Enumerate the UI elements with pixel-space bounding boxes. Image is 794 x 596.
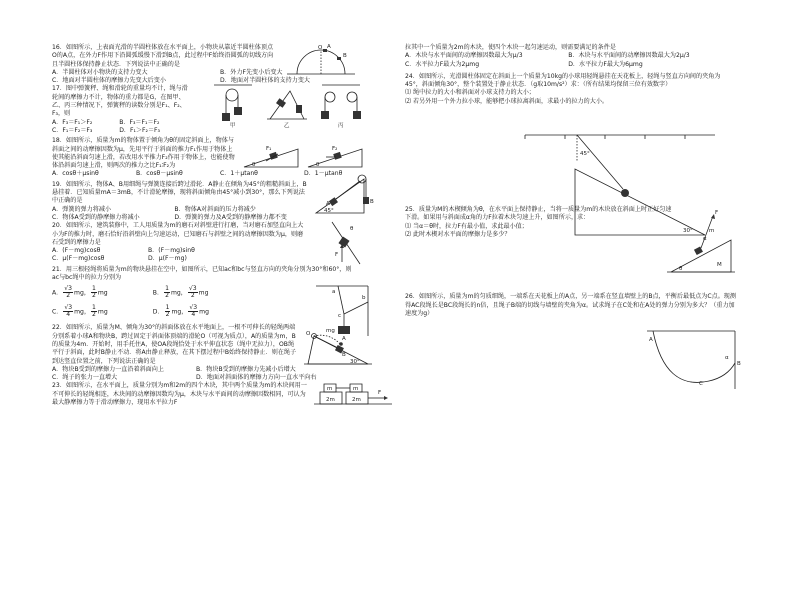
q24-sub-2: ⑵ 若另外用一个外力拉小球，能够把小球拉离斜面，求最小的拉力的大小。 xyxy=(405,97,609,105)
q21-option-a-label: A． xyxy=(52,289,63,297)
q21-d-unit-2: mg xyxy=(199,308,209,316)
q16-option-b: B．外力F先变小后变大 xyxy=(220,68,283,76)
q16-label-o: O xyxy=(318,45,323,51)
q16-label-b: B xyxy=(343,53,347,59)
q21-label-mg: mg xyxy=(326,327,335,334)
q24-sub-1: ⑴ 绳中拉力的大小和斜面对小球支持力的大小； xyxy=(405,89,535,97)
q22-label-angle: 30° xyxy=(350,359,360,366)
q18-incline-figure xyxy=(242,141,367,169)
q25-sub-1: ⑴ 当α＝θ时，拉力F有最小值，求此最小值； xyxy=(405,222,528,230)
q23-option-a: A．木块与水平面间的动摩擦因数最大为μ/3 xyxy=(405,52,523,60)
q21-c-sep: ， xyxy=(83,308,91,316)
q21-a-frac-2-den: 2 xyxy=(91,292,96,300)
question-19 xyxy=(52,181,402,222)
q23-label-m3: 2m xyxy=(326,397,335,404)
q21-b-sep: ， xyxy=(180,289,187,297)
q20-text: 20．如图所示，建筑装修中，工人用质量为m的磨石对斜壁进行打磨，当对磨石加竖直向上大小为F的推力时，磨石恰好沿斜壁向上匀速运动，已知磨石与斜壁之间的动摩擦因数为μ，则磨石受到的摩擦力是 xyxy=(52,222,304,246)
q17-label-jia: 甲 xyxy=(230,123,236,130)
q21-c-frac-2 xyxy=(91,305,97,318)
q21-b-unit-1: mg xyxy=(170,289,181,297)
q23-option-b: B．木块与水平面间的动摩擦因数最大为2μ/3 xyxy=(568,52,690,60)
q18-label-f1: F₁ xyxy=(266,146,272,153)
q19-label-angle: 45° xyxy=(324,207,334,214)
q21-a-frac-1-den: 2 xyxy=(66,292,71,300)
q21-b-frac-1 xyxy=(164,286,170,299)
q21-label-b: b xyxy=(362,294,366,301)
q21-d-frac-1-num: 1 xyxy=(165,304,170,312)
q23-blocks-figure xyxy=(314,380,394,406)
q19-label-b: B xyxy=(370,198,374,205)
q24-text: 24．如图所示，光滑圆柱体固定在斜面上一个质量为10kg的小球用轻绳悬挂在天花板上，轻绳与竖直方向间的夹角为45°，斜面倾角30°，整个装置处于静止状态．（g取10m/s²）求：（所有结果均保留三位有效数字） xyxy=(405,72,721,89)
q21-option-d-label: D． xyxy=(152,308,164,316)
q21-d-frac-1 xyxy=(165,305,171,318)
q23-label-m4: 2m xyxy=(352,397,361,404)
q21-b-unit-2: mg xyxy=(198,289,209,297)
q21-d-frac-2-den: 4 xyxy=(191,311,196,319)
q23-label-f: F xyxy=(378,390,382,397)
q18-text: 18．如图所示，质量为m的物体置于倾角为θ的固定斜面上，物体与斜面之间的动摩擦因数为μ，先用平行于斜面的推力F₁作用于物体上使其能沿斜面匀速上滑，若改用水平推力F₂作用于物体上，也能使物体沿斜面匀速上滑，则两次的推力之比F₁∶F₂为 xyxy=(52,137,235,170)
q17-label-bing: 丙 xyxy=(338,123,344,130)
q18-option-a: A．cosθ＋μsinθ xyxy=(52,170,99,178)
q26-label-b: B xyxy=(737,361,741,368)
q21-c-frac-1-num: √3 xyxy=(64,304,73,312)
q17-option-b: B．F₃＝F₁＝F₂ xyxy=(119,118,160,126)
q17-label-yi: 乙 xyxy=(284,123,290,130)
question-23 xyxy=(52,382,402,407)
q21-option-a xyxy=(52,286,153,299)
left-column xyxy=(52,44,402,407)
q21-c-frac-2-num: 1 xyxy=(92,304,96,312)
q16-label-a: A xyxy=(327,44,331,50)
q21-options xyxy=(52,286,262,318)
q22-option-b: B．物块B受到的摩擦力先减小后增大 xyxy=(196,365,296,373)
q22-option-d: D．地面对斜面体的摩擦力方向一直水平向右 xyxy=(196,374,317,382)
q18-option-b: B．cosθ－μsinθ xyxy=(136,170,183,178)
q20-slanted-wall-figure xyxy=(322,220,366,266)
q21-option-c-label: C． xyxy=(52,308,63,316)
q25-text: 25．质量为M的木楔倾角为θ，在水平面上保持静止，当将一质量为m的木块放在斜面上时正好匀速下滑。如果用与斜面成α角的力F拉着木块匀速上升，如图所示，求： xyxy=(405,206,672,222)
q26-label-c: C xyxy=(699,381,703,388)
q21-b-frac-1-den: 2 xyxy=(165,292,169,300)
q21-c-frac-1-den: 4 xyxy=(66,311,71,319)
question-16 xyxy=(52,44,402,85)
q16-text: 16．如图所示，上表面光滑的半圆柱体放在水平面上，小物块从靠近半圆柱体顶点O的A点，在外力F作用下沿圆弧缓慢下滑到B点，此过程中F始终沿圆弧的切线方向且半圆柱体保持静止状态．下列说法中正确的是 xyxy=(52,44,274,68)
q22-label-o: O xyxy=(306,331,311,338)
q21-d-frac-1-den: 2 xyxy=(165,311,170,319)
q22-text: 22．如图所示，质量为M、倾角为30°的斜面体放在水平地面上，一根不可伸长的轻绳两端分别系着小球A和物块B，跨过固定于斜面体顶端的滑轮O（可视为质点），A的质量为m，B的质量为4m．开始时，用手托住A，使OA段绳恰处于水平伸直状态（绳中无拉力），OB绳平行于斜面，此时B静止不动．将A由静止释放，在其下摆过程中B始终保持静止．则在绳子到达竖直位置之前，下列说法正确的是 xyxy=(52,324,297,365)
q22-option-a: A．物块B受到的摩擦力一直沿着斜面向上 xyxy=(52,365,164,373)
q17-option-d: D．F₁＞F₂＝F₃ xyxy=(119,126,161,134)
q18-option-c: C．1＋μtanθ xyxy=(220,170,258,178)
question-20 xyxy=(52,222,402,263)
q18-label-theta1: θ xyxy=(252,162,256,169)
q23-cont-text: 拉其中一个质量为2m的木块，使四个木块一起匀速运动，则需要满足的条件是 xyxy=(405,44,616,51)
q21-a-unit-2: mg xyxy=(97,289,108,297)
q23-text: 23．如图所示，在水平面上，质量分别为m和2m的四个木块，其中两个质量为m的木块间用一不可伸长的轻绳相连，木块间的动摩擦因数均为μ，木块与水平面间的动摩擦因数相同，可认为最大静摩擦力等于滑动摩擦力，现用水平拉力F xyxy=(52,382,307,406)
q16-option-d: D．地面对半圆柱体的支持力变大 xyxy=(220,77,311,85)
q25-wedge-figure xyxy=(667,204,737,276)
question-22 xyxy=(52,324,402,382)
q20-option-b: B．(F－mg)sinθ xyxy=(148,247,195,255)
q19-option-b: B．物体A对斜面的压力将减少 xyxy=(174,205,256,213)
q21-b-frac-1-num: 1 xyxy=(165,285,169,293)
q25-sub-2: ⑵ 此时木楔对水平面的摩擦力是多少？ xyxy=(405,230,511,238)
q19-text: 19．如图所示，物体A、B用细绳与弹簧连接后跨过滑轮．A静止在倾角为45°的粗糙斜面上，B悬挂着．已知质量mA＝3mB，不计滑轮摩擦，现将斜面倾角由45°减小到30°，那么下列说法中正确的是 xyxy=(52,180,307,205)
q26-rope-figure xyxy=(645,329,745,391)
q17-options xyxy=(52,119,192,136)
question-25 xyxy=(405,206,745,273)
q19-options xyxy=(52,206,307,223)
q19-label-a: A xyxy=(326,200,330,207)
q23-label-m1: m xyxy=(327,386,333,393)
question-21 xyxy=(52,265,402,334)
q23-option-c: C．水平拉力F最大为2μmg xyxy=(405,60,480,68)
q17-option-a: A．F₃＝F₁＞F₂ xyxy=(52,118,93,126)
q21-c-unit-1: mg xyxy=(74,308,84,316)
q25-label-m: m xyxy=(709,228,715,235)
q20-label-theta: θ xyxy=(350,226,354,233)
q21-d-frac-2-num: √3 xyxy=(189,304,198,312)
q19-option-a: A．弹簧的弹力将减小 xyxy=(52,205,112,213)
q18-option-d: D．1－μtanθ xyxy=(304,170,343,178)
q23-option-d: D．水平拉力F最大为6μmg xyxy=(568,60,643,68)
q21-b-frac-2 xyxy=(188,286,198,299)
q17-spring-scales-figure xyxy=(212,83,362,130)
q21-d-unit-1: mg xyxy=(171,308,182,316)
q21-option-c xyxy=(52,305,153,318)
q24-label-45: 45° xyxy=(580,150,590,157)
q21-option-b-label: B． xyxy=(152,289,164,297)
q21-text: 21．用三根轻绳将质量为m的物块悬挂在空中，如图所示，已知ac和bc与竖直方向的夹角分别为30°和60°，则ac与bc绳中的拉力分别为 xyxy=(52,265,352,282)
question-26 xyxy=(405,293,745,388)
q21-a-frac-2 xyxy=(91,286,97,299)
q20-option-a: A．(F－mg)cosθ xyxy=(52,247,101,255)
question-17 xyxy=(52,85,402,135)
q22-option-c: C．绳子的张力一直增大 xyxy=(52,374,118,382)
q21-option-b xyxy=(153,286,254,299)
q26-label-alpha: α xyxy=(725,355,729,362)
q19-option-d: D．弹簧的弹力及A受到的静摩擦力都不变 xyxy=(174,213,287,221)
q16-option-a: A．半圆柱体对小物块的支持力变大 xyxy=(52,68,148,76)
q21-d-frac-2 xyxy=(188,305,198,318)
q21-b-frac-2-den: 2 xyxy=(190,292,195,300)
q21-a-frac-1-num: √3 xyxy=(64,285,73,293)
q21-d-sep: ， xyxy=(181,308,188,316)
q21-a-frac-2-num: 1 xyxy=(91,285,96,293)
q21-c-frac-1 xyxy=(63,305,73,318)
q20-options xyxy=(52,247,252,264)
q25-label-theta: θ xyxy=(679,266,683,273)
q22-label-a: A xyxy=(342,336,346,343)
q22-incline-pulley-figure xyxy=(304,326,374,366)
q20-option-d: D．μ(F－mg) xyxy=(148,255,187,263)
q18-label-theta2: θ xyxy=(316,162,320,169)
q20-option-c: C．μ(F－mg)cosθ xyxy=(52,255,105,263)
question-23-continued xyxy=(405,44,745,69)
q24-label-30: 30° xyxy=(683,227,693,234)
q26-label-a: A xyxy=(649,337,653,344)
q21-a-frac-1 xyxy=(63,286,73,299)
q22-options xyxy=(52,366,352,383)
q25-label-f: F xyxy=(715,210,719,217)
q21-b-frac-2-num: √3 xyxy=(188,285,197,293)
q20-label-f: F xyxy=(335,252,339,259)
q22-label-b: B xyxy=(342,352,346,359)
q16-option-c: C．地面对半圆柱体的摩擦力先变大后变小 xyxy=(52,77,166,85)
q25-label-alpha: α xyxy=(703,236,707,243)
q21-c-unit-2: mg xyxy=(97,308,108,316)
q19-pulley-figure xyxy=(314,173,372,215)
right-column xyxy=(405,44,745,388)
q21-label-a: a xyxy=(332,288,336,295)
q21-a-sep: ， xyxy=(83,289,90,297)
q25-label-big-m: M xyxy=(717,262,722,269)
q21-c-frac-2-den: 2 xyxy=(92,311,96,319)
q18-label-f2: F₂ xyxy=(332,146,338,153)
q21-a-unit-1: mg xyxy=(74,289,84,297)
q21-option-d xyxy=(153,305,254,318)
q16-semicylinder-figure xyxy=(287,44,357,78)
q26-text: 26．如图所示，质量为m的匀质细绳，一端系在天花板上的A点，另一端系在竖直墙壁上的B点，平衡后最低点为C点。现测得AC段绳长是BC段绳长的n倍，且绳子B端的切线与墙壁的夹角为α。试求绳子在C处和在A处的弹力分别为多大？（重力加速度为g） xyxy=(405,293,736,317)
q17-text: 17．图中弹簧秤、绳和滑轮的重量均不计，绳与滑轮间的摩擦力不计，物体的重力都是G，在图甲、乙、丙三种情况下，弹簧秤的读数分别是F₁、F₂、F₃，则 xyxy=(52,85,188,118)
q17-option-c: C．F₁＝F₂＝F₃ xyxy=(52,126,93,134)
q19-option-c: C．物体A受到的静摩擦力将减小 xyxy=(52,213,140,221)
q23-label-m2: m xyxy=(353,386,359,393)
q21-label-c: c xyxy=(338,312,342,319)
q23-options xyxy=(405,52,745,69)
